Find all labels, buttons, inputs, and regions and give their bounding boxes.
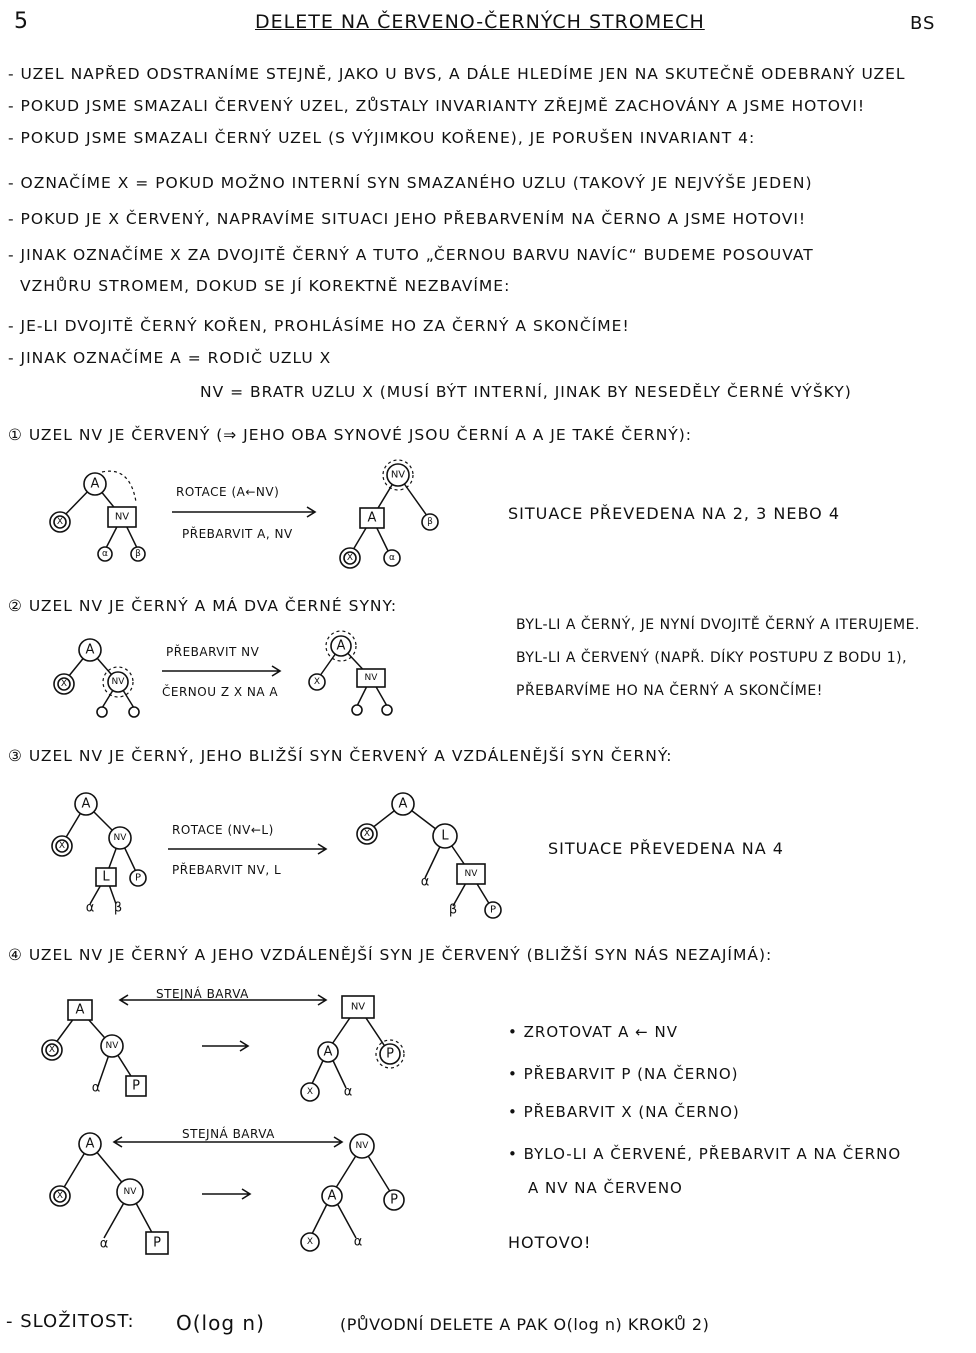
svg-text:α: α xyxy=(420,874,430,890)
svg-text:P: P xyxy=(134,872,142,884)
case1-op-top: ROTACE (A←NV) xyxy=(176,485,280,499)
step-line-6: - JINAK OZNAČÍME A = RODIČ UZLU X xyxy=(8,349,332,367)
case2-note-2: BYL-LI A ČERVENÝ (NAPŘ. DÍKY POSTUPU Z BODU 1), xyxy=(516,650,908,666)
case3-op-top: ROTACE (NV←L) xyxy=(172,823,274,837)
case4-same-color-2: STEJNÁ BARVA xyxy=(182,1127,275,1141)
svg-text:A: A xyxy=(336,638,346,654)
case3-arrow xyxy=(166,842,331,856)
intro-line-2: - POKUD JSME SMAZALI ČERVENÝ UZEL, ZŮSTALY INVARIANTY ZŘEJMĚ ZACHOVÁNY A JSME HOTOVI! xyxy=(8,97,866,115)
case4-done: HOTOVO! xyxy=(508,1233,592,1252)
svg-text:X: X xyxy=(56,517,64,527)
complexity-value: O(log n) xyxy=(176,1311,265,1335)
svg-text:NV: NV xyxy=(114,511,130,523)
svg-text:A: A xyxy=(367,510,377,526)
svg-text:A: A xyxy=(323,1044,333,1060)
svg-text:α: α xyxy=(91,1080,101,1096)
step-line-4: VZHŮRU STROMEM, DOKUD SE JÍ KOREKTNĚ NEZBAVÍME: xyxy=(20,277,511,295)
corner-mark: BS xyxy=(910,13,936,34)
svg-text:NV: NV xyxy=(350,1001,366,1013)
svg-text:NV: NV xyxy=(390,469,406,481)
case2-arrow xyxy=(160,664,285,678)
svg-text:A: A xyxy=(81,796,91,812)
step-line-7: NV = BRATR UZLU X (MUSÍ BÝT INTERNÍ, JINAK BY NESEDĚLY ČERNÉ VÝŠKY) xyxy=(200,383,852,401)
complexity-note: (PŮVODNÍ DELETE A PAK O(log n) KROKŮ 2) xyxy=(340,1315,710,1334)
svg-text:A: A xyxy=(327,1188,337,1204)
svg-text:α: α xyxy=(343,1084,353,1100)
case1-heading: ① UZEL NV JE ČERVENÝ (⇒ JEHO OBA SYNOVÉ JSOU ČERNÍ A A JE TAKÉ ČERNÝ): xyxy=(8,426,693,444)
svg-text:X: X xyxy=(363,829,371,839)
case1-after-tree xyxy=(330,455,460,575)
svg-text:X: X xyxy=(48,1045,56,1055)
svg-text:P: P xyxy=(132,1078,140,1094)
case4-same-color-1: STEJNÁ BARVA xyxy=(156,987,249,1001)
svg-text:NV: NV xyxy=(123,1187,137,1197)
step-line-2: - POKUD JE X ČERVENÝ, NAPRAVÍME SITUACI JEHO PŘEBARVENÍM NA ČERNO A JSME HOTOVI! xyxy=(8,210,807,228)
svg-text:A: A xyxy=(85,642,95,658)
svg-text:X: X xyxy=(56,1191,64,1201)
case4-bullet-3: • PŘEBARVIT X (NA ČERNO) xyxy=(508,1103,740,1121)
svg-text:β: β xyxy=(113,900,123,916)
page-number: 5 xyxy=(14,9,29,34)
intro-line-1: - UZEL NAPŘED ODSTRANÍME STEJNĚ, JAKO U BVS, A DÁLE HLEDÍME JEN NA SKUTEČNĚ ODEBRANÝ UZEL xyxy=(8,65,906,83)
svg-text:X: X xyxy=(306,1087,314,1097)
svg-text:β: β xyxy=(448,902,458,918)
step-line-1: - OZNAČÍME X = POKUD MOŽNO INTERNÍ SYN SMAZANÉHO UZLU (TAKOVÝ JE NEJVÝŠE JEDEN) xyxy=(8,174,813,192)
complexity-label: - SLOŽITOST: xyxy=(6,1311,135,1332)
svg-text:X: X xyxy=(306,1237,314,1247)
case4-bullet-4: • BYLO-LI A ČERVENÉ, PŘEBARVIT A NA ČERNO xyxy=(508,1145,902,1163)
svg-text:P: P xyxy=(390,1192,398,1208)
svg-text:L: L xyxy=(102,869,110,885)
svg-text:α: α xyxy=(102,549,108,559)
case1-result: SITUACE PŘEVEDENA NA 2, 3 NEBO 4 xyxy=(508,504,840,523)
svg-text:NV: NV xyxy=(105,1041,119,1051)
svg-text:NV: NV xyxy=(111,677,125,687)
step-line-5: - JE-LI DVOJITĚ ČERNÝ KOŘEN, PROHLÁSÍME HO ZA ČERNÝ A SKONČÍME! xyxy=(8,317,630,335)
case3-heading: ③ UZEL NV JE ČERNÝ, JEHO BLIŽŠÍ SYN ČERVENÝ A VZDÁLENĚJŠÍ SYN ČERNÝ: xyxy=(8,747,673,765)
case3-after-tree xyxy=(345,786,505,926)
svg-text:X: X xyxy=(58,841,66,851)
case4-second-diagram xyxy=(30,1128,420,1258)
case2-before-tree xyxy=(40,632,160,722)
case1-arrow xyxy=(170,505,320,519)
page-title: DELETE NA ČERVENO-ČERNÝCH STROMECH xyxy=(255,11,705,33)
svg-text:α: α xyxy=(389,553,395,563)
case2-op-top: PŘEBARVIT NV xyxy=(166,645,260,659)
svg-text:P: P xyxy=(153,1235,161,1251)
svg-text:X: X xyxy=(60,679,68,689)
svg-text:X: X xyxy=(346,553,354,563)
svg-text:NV: NV xyxy=(355,1141,369,1151)
case2-after-tree xyxy=(295,628,415,718)
svg-text:L: L xyxy=(441,828,449,844)
case2-op-bottom: ČERNOU Z X NA A xyxy=(162,685,279,699)
svg-text:P: P xyxy=(386,1046,394,1062)
intro-line-3: - POKUD JSME SMAZALI ČERNÝ UZEL (S VÝJIMKOU KOŘENE), JE PORUŠEN INVARIANT 4: xyxy=(8,129,756,147)
svg-text:β: β xyxy=(135,549,141,559)
svg-text:A: A xyxy=(398,796,408,812)
case3-before-tree xyxy=(40,786,165,916)
case1-op-bottom: PŘEBARVIT A, NV xyxy=(182,527,293,541)
case3-result: SITUACE PŘEVEDENA NA 4 xyxy=(548,839,784,858)
case4-heading: ④ UZEL NV JE ČERNÝ A JEHO VZDÁLENĚJŠÍ SYN JE ČERVENÝ (BLIŽŠÍ SYN NÁS NEZAJÍMÁ): xyxy=(8,946,773,964)
step-line-3: - JINAK OZNAČÍME X ZA DVOJITĚ ČERNÝ A TUTO „ČERNOU BARVU NAVÍC“ BUDEME POSOUVAT xyxy=(8,246,814,264)
svg-text:A: A xyxy=(85,1136,95,1152)
svg-text:A: A xyxy=(75,1002,85,1018)
svg-text:NV: NV xyxy=(464,869,478,879)
svg-text:NV: NV xyxy=(364,673,378,683)
case4-bullet-1: • ZROTOVAT A ← NV xyxy=(508,1023,679,1041)
svg-text:α: α xyxy=(353,1234,363,1250)
label-A: A xyxy=(90,476,100,492)
case2-heading: ② UZEL NV JE ČERNÝ A MÁ DVA ČERNÉ SYNY: xyxy=(8,597,398,615)
case4-bullet-4-cont: A NV NA ČERVENO xyxy=(528,1179,683,1197)
svg-text:NV: NV xyxy=(113,833,127,843)
case1-before-tree xyxy=(40,462,170,572)
case3-op-bottom: PŘEBARVIT NV, L xyxy=(172,863,282,877)
case4-first-diagram xyxy=(30,988,420,1103)
svg-text:α: α xyxy=(99,1236,109,1252)
svg-text:α: α xyxy=(85,900,95,916)
case4-bullet-2: • PŘEBARVIT P (NA ČERNO) xyxy=(508,1065,739,1083)
case2-note-1: BYL-LI A ČERNÝ, JE NYNÍ DVOJITĚ ČERNÝ A ITERUJEME. xyxy=(516,617,920,633)
svg-text:P: P xyxy=(489,904,497,916)
svg-text:X: X xyxy=(313,677,321,687)
svg-text:β: β xyxy=(427,517,433,527)
case2-note-3: PŘEBARVÍME HO NA ČERNÝ A SKONČÍME! xyxy=(516,683,823,699)
